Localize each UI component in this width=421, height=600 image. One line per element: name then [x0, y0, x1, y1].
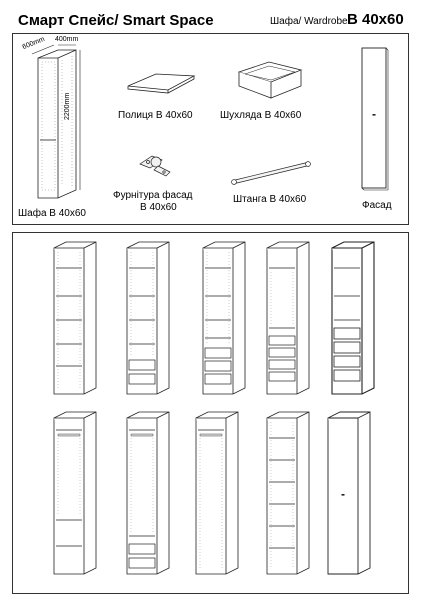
shelf-label: Полиця В 40х60 — [118, 110, 193, 121]
fittings-label-line2: В 40х60 — [140, 202, 177, 213]
shelf-drawing — [128, 70, 198, 100]
configuration-9-drawing — [261, 408, 313, 578]
configuration-4-drawing — [261, 238, 313, 398]
configuration-10-drawing — [322, 408, 374, 578]
wardrobe-carcass-drawing — [20, 40, 100, 210]
product-code: В 40х60 — [347, 11, 404, 28]
configuration-7-drawing — [121, 408, 173, 578]
rod-label: Штанга В 40х60 — [233, 194, 307, 205]
configuration-3-drawing — [197, 238, 249, 398]
dimension-height: 2200mm — [64, 92, 71, 120]
configuration-8-drawing — [190, 408, 242, 578]
drawer-label: Шухляда В 40х60 — [220, 110, 302, 121]
wardrobe-label: Шафа В 40х60 — [18, 208, 86, 219]
configuration-5-drawing — [326, 238, 378, 398]
dimension-width: 400mm — [55, 36, 79, 43]
configuration-6-drawing — [48, 408, 100, 578]
configuration-2-drawing — [121, 238, 173, 398]
fittings-label-line1: Фурнітура фасад — [113, 190, 193, 201]
facade-label: Фасад — [362, 200, 392, 211]
dimension-depth: 600mm — [21, 35, 46, 52]
configuration-1-drawing — [48, 238, 100, 398]
drawer-drawing — [235, 58, 307, 106]
fittings-drawing — [136, 150, 176, 180]
page-title: Смарт Спейс/ Smart Space — [18, 12, 214, 29]
page-subtitle: Шафа/ Wardrobe — [270, 16, 348, 27]
rod-drawing — [228, 160, 318, 186]
facade-drawing — [360, 46, 390, 192]
